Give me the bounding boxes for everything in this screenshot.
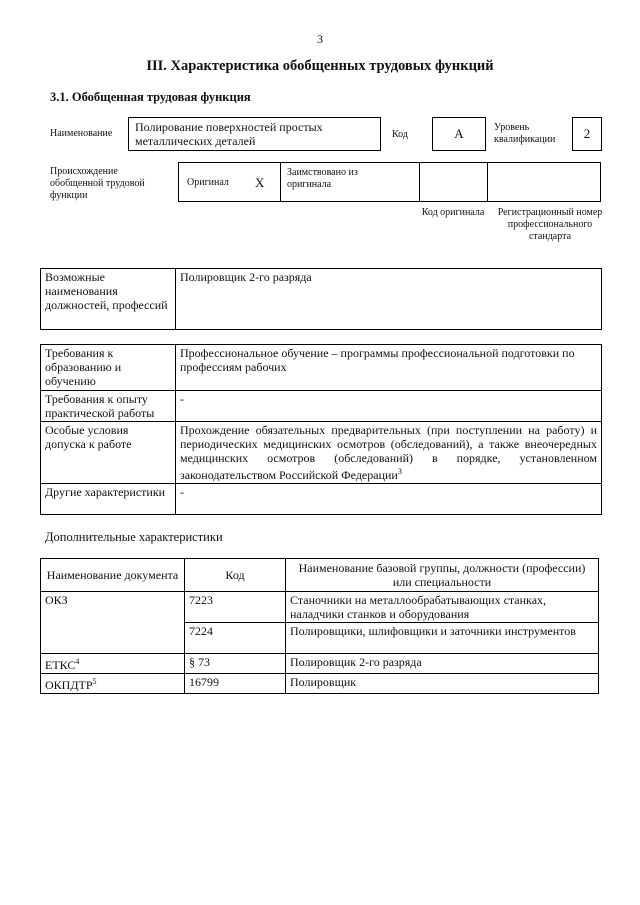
page-number: 3: [317, 32, 323, 46]
req-education-text: Профессиональное обучение – программы профессиональной подготовки по профессиям рабочих: [180, 346, 575, 374]
footnote-3: 3: [397, 467, 402, 476]
etks-name: Полировщик 2-го разряда: [286, 654, 599, 674]
origin-divider-1: [280, 163, 281, 201]
origin-label: Происхождение обобщенной трудовой функции: [50, 166, 145, 201]
borrowed-label: Заимствовано из оригинала: [287, 167, 358, 190]
function-name-value: Полирование поверхностей простых металлических деталей: [135, 120, 323, 148]
additional-table: [40, 558, 599, 694]
reg-number-caption: Регистрационный номер профессионального стандарта: [497, 207, 603, 242]
req-other-value: -: [176, 484, 602, 515]
code-label: Код: [392, 129, 408, 140]
table-row: [41, 484, 602, 515]
etks-code: § 73: [185, 654, 286, 674]
header-name: Наименование базовой группы, должности (профессии) или специальности: [286, 559, 599, 592]
req-special-value: [176, 422, 602, 484]
function-name-box: [128, 117, 381, 151]
positions-table: [40, 268, 602, 330]
requirements-table: [40, 344, 602, 515]
header-code: Код: [185, 559, 286, 592]
table-row: [41, 654, 599, 674]
table-row: [41, 422, 602, 484]
req-special-text: Прохождение обязательных предварительных (при поступлении на работу) и периодических медицинских осмотров (обследований), а также внеочередных медицинских осмотров (обследований) в порядке, установленном законодательством Российской Федерации: [180, 423, 597, 482]
code-box: [432, 117, 486, 151]
original-label: Оригинал: [187, 177, 229, 188]
header-doc: Наименование документа: [41, 559, 185, 592]
okpdtr-doc: [41, 674, 185, 694]
okpdtr-label: ОКПДТР: [45, 678, 93, 692]
etks-label: ЕТКС: [45, 658, 76, 672]
code-value: A: [454, 126, 464, 141]
table-row: [41, 345, 602, 391]
additional-title: Дополнительные характеристики: [45, 530, 223, 544]
name-label: Наименование: [50, 128, 113, 139]
level-label: Уровень квалификации: [494, 122, 556, 145]
req-education-label: Требования к образованию и обучению: [41, 345, 176, 391]
code-original-caption: Код оригинала: [421, 207, 485, 218]
okz-name-2: Полировщики, шлифовщики и заточники инструментов: [286, 623, 599, 654]
okz-code-1: 7223: [185, 592, 286, 623]
etks-doc: [41, 654, 185, 674]
okz-doc: ОКЗ: [41, 592, 185, 654]
okz-name-1: Станочники на металлообрабатывающих станках, наладчики станков и оборудования: [286, 592, 599, 623]
table-row: [41, 559, 599, 592]
section-title: III. Характеристика обобщенных трудовых функций: [146, 58, 494, 74]
req-education-value: [176, 345, 602, 391]
req-special-label: Особые условия допуска к работе: [41, 422, 176, 484]
footnote-4: 4: [75, 657, 80, 666]
table-row: [41, 269, 602, 330]
level-value: 2: [583, 126, 591, 141]
table-row: [41, 592, 599, 623]
origin-divider-2: [419, 163, 420, 201]
table-row: [41, 391, 602, 422]
req-experience-value: -: [176, 391, 602, 422]
positions-label: Возможные наименования должностей, профессий: [41, 269, 176, 330]
subsection-title: 3.1. Обобщенная трудовая функция: [50, 90, 251, 104]
req-experience-label: Требования к опыту практической работы: [41, 391, 176, 422]
okpdtr-name: Полировщик: [286, 674, 599, 694]
original-mark: X: [255, 175, 265, 190]
origin-divider-3: [487, 163, 488, 201]
positions-value: Полировщик 2-го разряда: [176, 269, 602, 330]
footnote-5: 5: [92, 677, 97, 686]
okz-code-2: 7224: [185, 623, 286, 654]
level-box: [572, 117, 602, 151]
req-other-label: Другие характеристики: [41, 484, 176, 515]
origin-box: [178, 162, 601, 202]
okpdtr-code: 16799: [185, 674, 286, 694]
table-row: [41, 674, 599, 694]
